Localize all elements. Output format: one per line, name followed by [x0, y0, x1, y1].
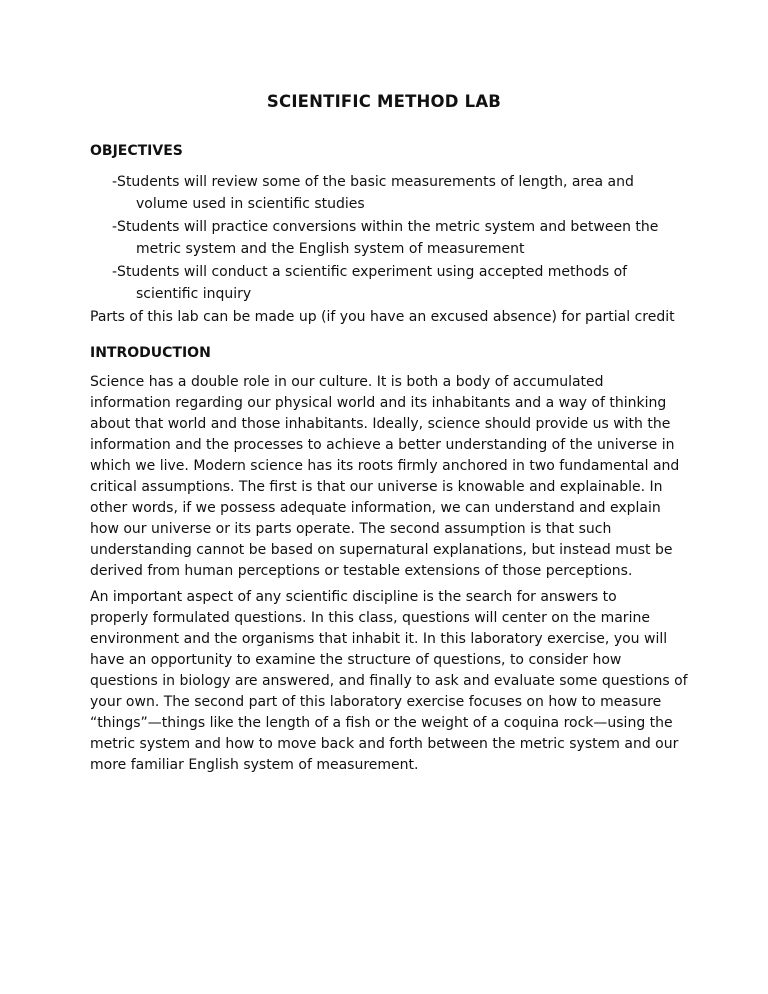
paragraph-line: information and the processes to achieve a better understanding of the universe in: [90, 437, 675, 453]
objective-line: scientific inquiry: [136, 286, 252, 302]
objective-line: metric system and the English system of measurement: [136, 241, 525, 257]
paragraph-line: which we live. Modern science has its roots firmly anchored in two fundamental and: [90, 458, 680, 474]
objective-line: -Students will review some of the basic measurements of length, area and: [112, 174, 634, 190]
introduction-paragraph-1: [90, 372, 690, 582]
paragraph-line: understanding cannot be based on supernatural explanations, but instead must be: [90, 542, 673, 558]
paragraph-line: “things”—things like the length of a fish or the weight of a coquina rock—using the: [90, 715, 673, 731]
paragraph-line: questions in biology are answered, and finally to ask and evaluate some questions of: [90, 673, 688, 689]
objective-item: [112, 171, 672, 215]
objective-line: -Students will conduct a scientific experiment using accepted methods of: [112, 264, 628, 280]
paragraph-line: derived from human perceptions or testable extensions of those perceptions.: [90, 563, 633, 579]
paragraph-line: metric system and how to move back and forth between the metric system and our: [90, 736, 679, 752]
objective-line: volume used in scientific studies: [136, 196, 365, 212]
paragraph-line: more familiar English system of measurement.: [90, 757, 419, 773]
paragraph-line: environment and the organisms that inhabit it. In this laboratory exercise, you will: [90, 631, 668, 647]
objectives-list: [0, 171, 768, 306]
paragraph-line: other words, if we possess adequate information, we can understand and explain: [90, 500, 661, 516]
page-title: SCIENTIFIC METHOD LAB: [266, 92, 502, 111]
paragraph-line: Science has a double role in our culture. It is both a body of accumulated: [90, 374, 604, 390]
introduction-paragraph-2: [90, 587, 690, 776]
objectives-heading: OBJECTIVES: [90, 143, 183, 159]
paragraph-line: how our universe or its parts operate. The second assumption is that such: [90, 521, 612, 537]
paragraph-line: critical assumptions. The first is that our universe is knowable and explainable. In: [90, 479, 663, 495]
objective-line: -Students will practice conversions within the metric system and between the: [112, 219, 659, 235]
paragraph-line: An important aspect of any scientific discipline is the search for answers to: [90, 589, 617, 605]
paragraph-line: have an opportunity to examine the structure of questions, to consider how: [90, 652, 622, 668]
paragraph-line: properly formulated questions. In this class, questions will center on the marine: [90, 610, 650, 626]
paragraph-line: about that world and those inhabitants. Ideally, science should provide us with the: [90, 416, 671, 432]
objective-item: [112, 261, 672, 305]
makeup-note: Parts of this lab can be made up (if you have an excused absence) for partial credit: [90, 309, 675, 325]
paragraph-line: information regarding our physical world and its inhabitants and a way of thinking: [90, 395, 667, 411]
introduction-heading: INTRODUCTION: [90, 345, 211, 361]
paragraph-line: your own. The second part of this laboratory exercise focuses on how to measure: [90, 694, 662, 710]
objective-item: [112, 216, 672, 260]
